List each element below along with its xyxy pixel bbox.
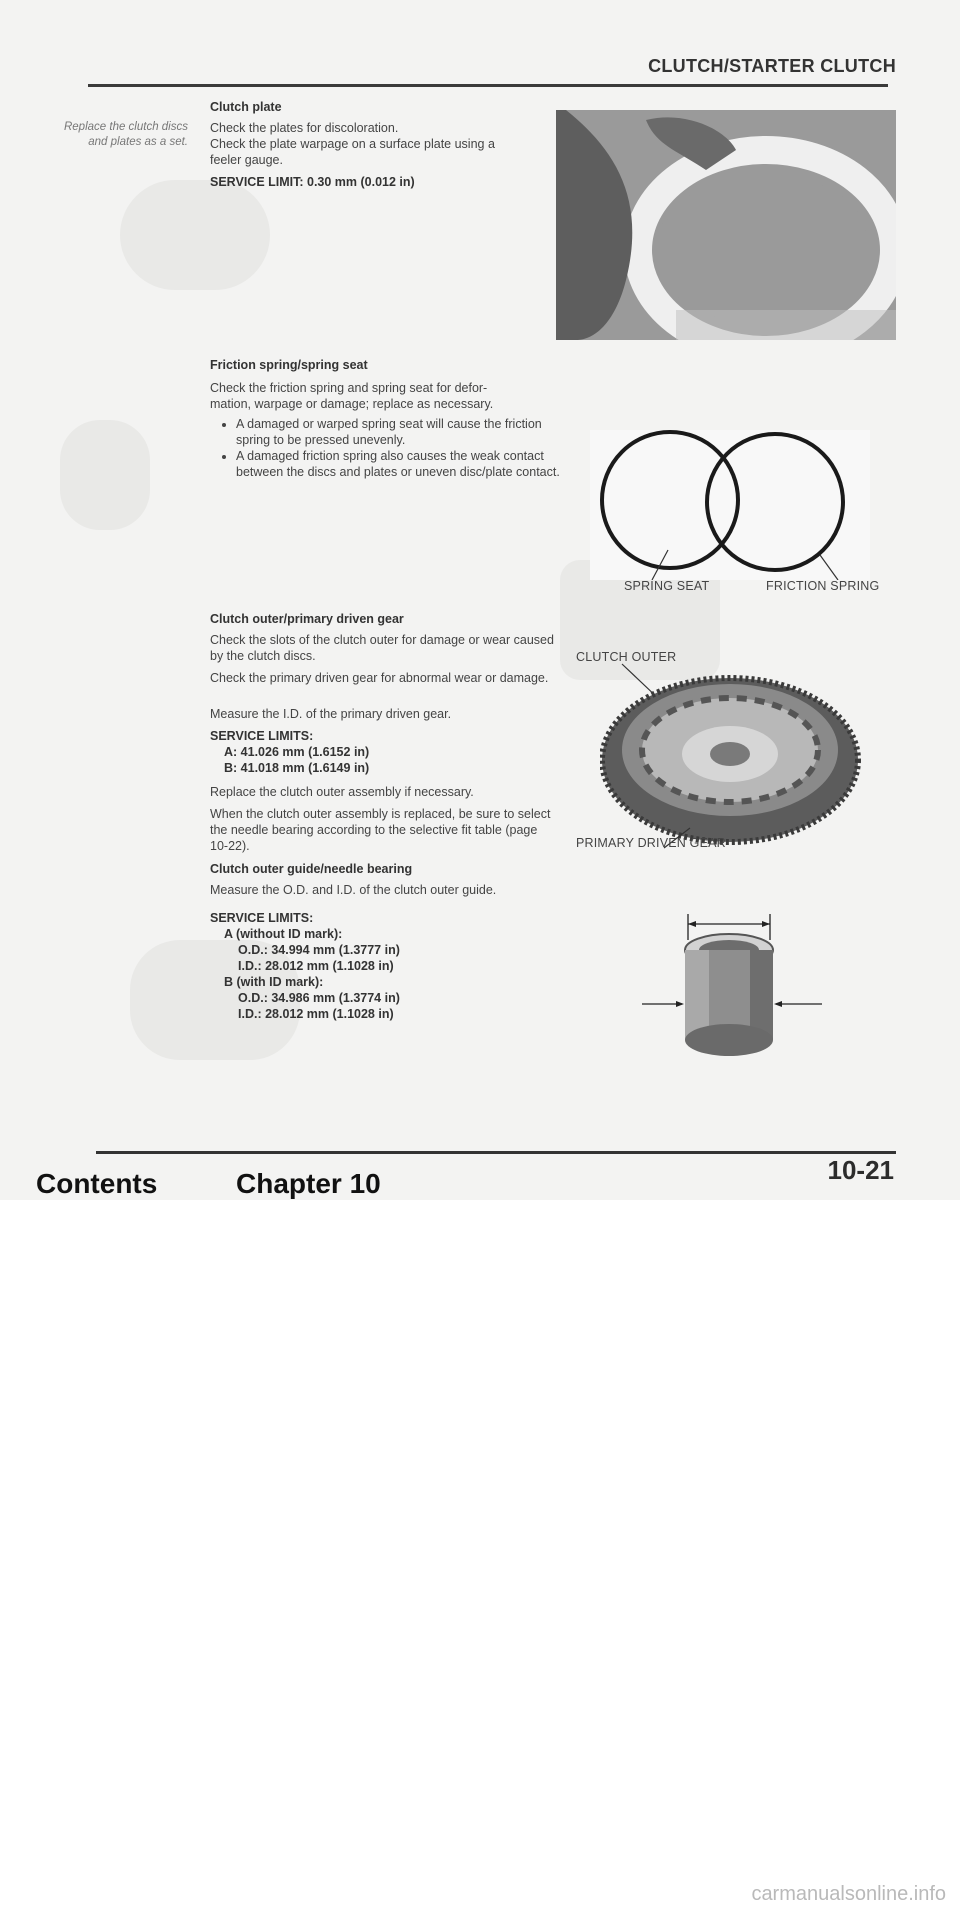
clutch-outer-limit-a: A: 41.026 mm (1.6152 in) — [224, 745, 370, 759]
header-rule — [88, 84, 888, 87]
friction-spring-heading: Friction spring/spring seat — [210, 358, 368, 372]
clutch-plate-line: feeler gauge. — [210, 153, 283, 167]
spring-rings-figure — [590, 430, 870, 580]
clutch-plate-line: Check the plates for discoloration. — [210, 121, 399, 135]
guide-b-id: I.D.: 28.012 mm (1.1028 in) — [238, 1007, 394, 1021]
clutch-outer-limit-b: B: 41.018 mm (1.6149 in) — [224, 761, 370, 775]
contents-link[interactable]: Contents — [36, 1168, 158, 1199]
bleed-through-shape — [60, 420, 150, 530]
clutch-plate-heading: Clutch plate — [210, 100, 282, 114]
clutch-outer-replace-text: Replace the clutch outer assembly if necessary. — [210, 785, 474, 799]
friction-spring-notes — [222, 416, 576, 480]
clutch-outer-gear-text: Check the primary driven gear for abnormal wear or damage. — [210, 671, 549, 685]
guide-b-heading: B (with ID mark): — [224, 975, 324, 989]
guide-a-od: O.D.: 34.994 mm (1.3777 in) — [238, 943, 400, 957]
clutch-outer-label: CLUTCH OUTER — [576, 650, 677, 664]
guide-a-heading: A (without ID mark): — [224, 927, 343, 941]
clutch-outer-measure-text: Measure the I.D. of the primary driven gear. — [210, 707, 452, 721]
guide-measure-text: Measure the O.D. and I.D. of the clutch outer guide. — [210, 883, 497, 897]
guide-limits-heading: SERVICE LIMITS: — [210, 911, 314, 925]
note-item: • A damaged or warped spring seat will cause the friction spring to be pressed unevenly. — [236, 416, 576, 448]
footer-rule — [96, 1151, 896, 1154]
clutch-outer-slots-text: Check the slots of the clutch outer for damage or wear caused by the clutch discs. — [210, 633, 554, 663]
outer-guide-figure — [640, 910, 830, 1080]
guide-heading: Clutch outer guide/needle bearing — [210, 862, 413, 876]
bleed-through-shape — [120, 180, 270, 290]
friction-spring-line: Check the friction spring and spring seat for defor- — [210, 381, 488, 395]
site-watermark: carmanualsonline.info — [751, 1883, 946, 1905]
side-note: Replace the clutch discs and plates as a set. — [63, 121, 188, 148]
clutch-outer-photo — [600, 650, 870, 850]
page-number: 10-21 — [827, 1155, 894, 1185]
guide-b-od: O.D.: 34.986 mm (1.3774 in) — [238, 991, 400, 1005]
clutch-plate-line: Check the plate warpage on a surface plate using a — [210, 137, 495, 151]
chapter-link[interactable]: Chapter 10 — [236, 1168, 381, 1199]
clutch-outer-limits-heading: SERVICE LIMITS: — [210, 729, 314, 743]
spring-seat-label: SPRING SEAT — [624, 579, 710, 593]
primary-driven-gear-label: PRIMARY DRIVEN GEAR — [576, 836, 726, 850]
clutch-plate-service-limit: SERVICE LIMIT: 0.30 mm (0.012 in) — [210, 175, 415, 189]
clutch-outer-when-replaced-text: When the clutch outer assembly is replaced, be sure to select the needle bearing according to the selective fit table (page 10-22). — [210, 807, 551, 853]
note-item: • A damaged friction spring also causes the weak contact between the discs and plates or uneven disc/plate contact. — [236, 448, 576, 480]
section-header-title: CLUTCH/STARTER CLUTCH — [648, 56, 896, 76]
friction-spring-line: mation, warpage or damage; replace as necessary. — [210, 397, 494, 411]
clutch-outer-heading: Clutch outer/primary driven gear — [210, 612, 404, 626]
friction-spring-label: FRICTION SPRING — [766, 579, 880, 593]
guide-a-id: I.D.: 28.012 mm (1.1028 in) — [238, 959, 394, 973]
clutch-plate-photo — [556, 110, 896, 340]
